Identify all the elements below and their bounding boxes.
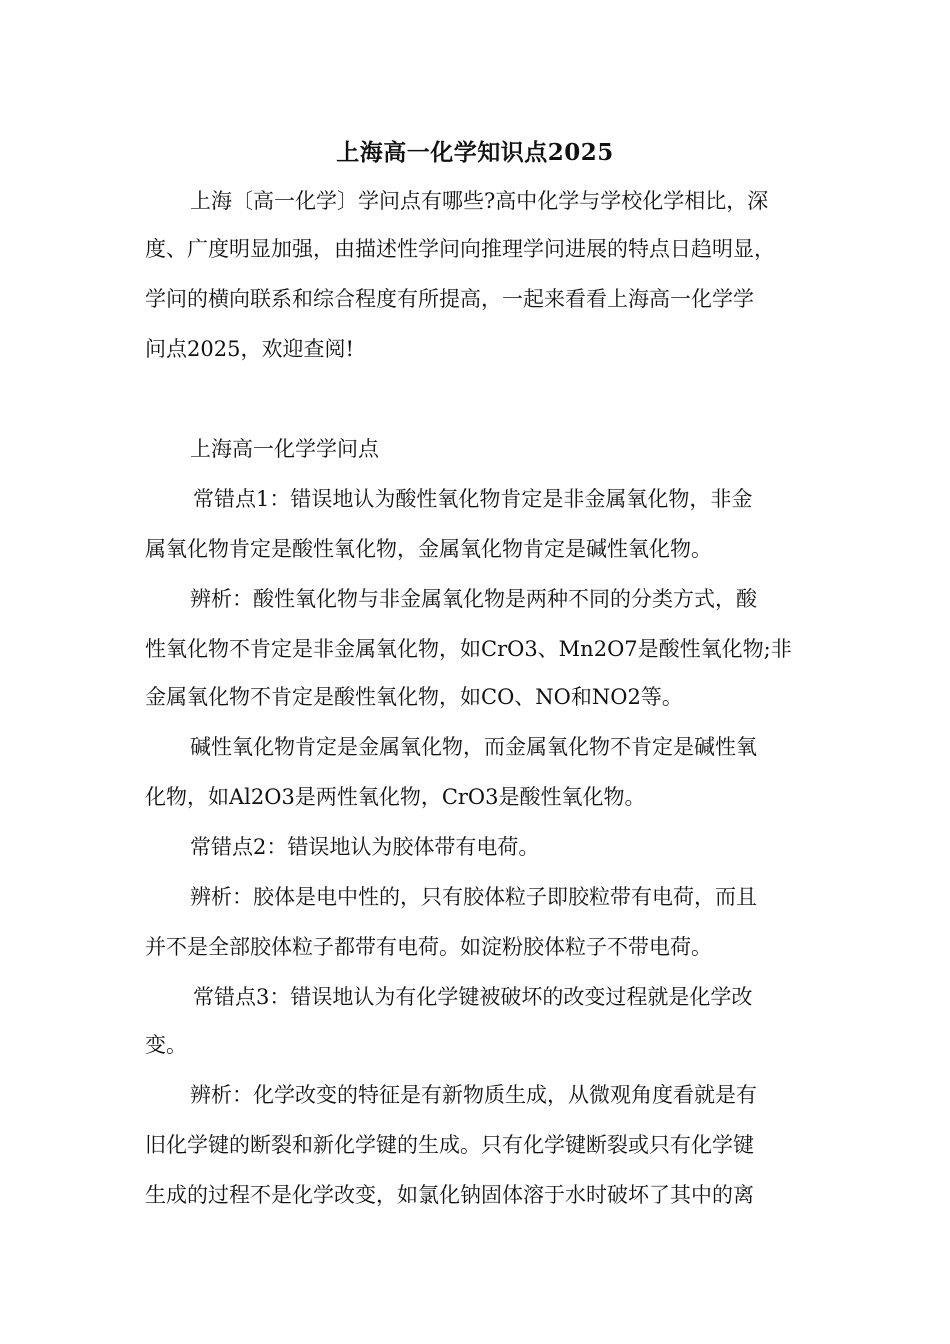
paragraph-line: 辨析：酸性氧化物与非金属氧化物是两种不同的分类方式，酸 <box>190 587 757 611</box>
intro-line-1: 上海〔高一化学〕学问点有哪些?高中化学与学校化学相比，深 <box>190 189 769 213</box>
paragraph-line: 化物，如Al2O3是两性氧化物，CrO3是酸性氧化物。 <box>145 785 646 809</box>
paragraph-line: 常错点3：错误地认为有化学键被破坏的改变过程就是化学改 <box>193 985 753 1009</box>
paragraph-line: 辨析：胶体是电中性的，只有胶体粒子即胶粒带有电荷，而且 <box>190 885 757 909</box>
section-heading: 上海高一化学学问点 <box>190 437 379 461</box>
paragraph-line: 辨析：化学改变的特征是有新物质生成，从微观角度看就是有 <box>190 1083 757 1107</box>
paragraph-line: 碱性氧化物肯定是金属氧化物，而金属氧化物不肯定是碱性氧 <box>190 735 757 759</box>
document-title: 上海高一化学知识点2025 <box>336 139 614 166</box>
intro-line-3: 学问的横向联系和综合程度有所提高，一起来看看上海高一化学学 <box>145 287 754 311</box>
paragraph-line: 常错点1：错误地认为酸性氧化物肯定是非金属氧化物，非金 <box>193 487 753 511</box>
paragraph-line: 旧化学键的断裂和新化学键的生成。只有化学键断裂或只有化学键 <box>145 1133 754 1157</box>
paragraph-line: 金属氧化物不肯定是酸性氧化物，如CO、NO和NO2等。 <box>145 685 683 709</box>
paragraph-line: 性氧化物不肯定是非金属氧化物，如CrO3、Mn2O7是酸性氧化物;非 <box>145 637 792 661</box>
intro-line-4: 问点2025，欢迎查阅! <box>145 337 354 361</box>
paragraph-line: 并不是全部胶体粒子都带有电荷。如淀粉胶体粒子不带电荷。 <box>145 935 712 959</box>
intro-line-2: 度、广度明显加强，由描述性学问向推理学问进展的特点日趋明显， <box>145 237 775 261</box>
paragraph-line: 常错点2：错误地认为胶体带有电荷。 <box>190 835 540 859</box>
paragraph-line: 变。 <box>145 1033 187 1057</box>
paragraph-line: 生成的过程不是化学改变，如氯化钠固体溶于水时破坏了其中的离 <box>145 1183 754 1207</box>
paragraph-line: 属氧化物肯定是酸性氧化物，金属氧化物肯定是碱性氧化物。 <box>145 537 712 561</box>
